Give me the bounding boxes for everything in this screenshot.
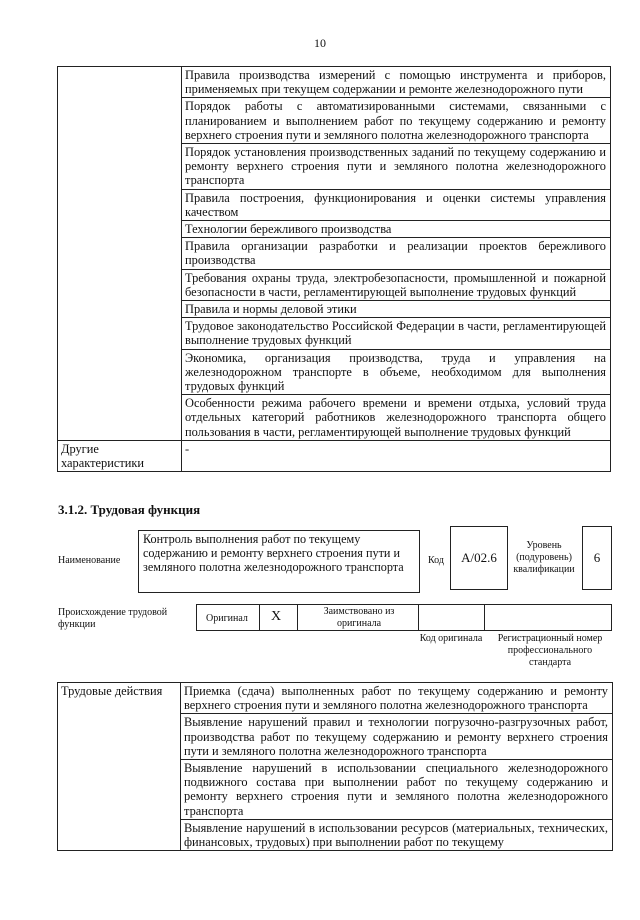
table-cell: Порядок установления производственных заданий по текущему содержанию и ремонту верхнего строения пути и земляного полотна железнодорожного транспорта [182, 144, 611, 190]
origin-divider [297, 605, 298, 630]
table-cell: Требования охраны труда, электробезопасности, промышленной и пожарной безопасности в части, регламентирующей выполнение трудовых функций [182, 269, 611, 300]
table-cell: Выявление нарушений правил и технологии погрузочно-разгрузочных работ, производства работ по текущему содержанию и ремонту верхнего строения пути и земляного полотна железнодорожного транспорта [181, 714, 613, 760]
knowledge-table [57, 66, 611, 472]
origin-row [196, 604, 612, 631]
function-name-box: Контроль выполнения работ по текущему содержанию и ремонту верхнего строения пути и земляного полотна железнодорожного транспорта [138, 530, 420, 593]
origin-label: Происхождение трудовой функции [58, 607, 168, 630]
table-cell: Правила и нормы деловой этики [182, 301, 611, 318]
table-cell: Правила построения, функционирования и оценки системы управления качеством [182, 189, 611, 220]
function-level-box: 6 [582, 526, 612, 590]
table-cell: Выявление нарушений в использовании специального железнодорожного подвижного состава при выполнении работ по текущему содержанию и ремонту верхнего строения пути и земляного полотна железнодорожного транспорта [181, 760, 613, 820]
code-label: Код [428, 555, 444, 566]
table-row [58, 683, 613, 714]
name-label: Наименование [58, 555, 121, 566]
table-cell: Выявление нарушений в использовании ресурсов (материальных, технических, финансовых, трудовых) при выполнении работ по текущему [181, 819, 613, 850]
borrowed-label: Заимствовано из оригинала [323, 606, 395, 629]
table-row [58, 440, 611, 471]
table-row [58, 67, 611, 98]
knowledge-label-cell [58, 67, 182, 441]
section-title: 3.1.2. Трудовая функция [58, 502, 201, 517]
labor-actions-label: Трудовые действия [58, 683, 181, 851]
code-original-label: Код оригинала [419, 633, 483, 644]
table-cell: Трудовое законодательство Российской Федерации в части, регламентирующей выполнение трудовых функций [182, 318, 611, 349]
reg-number-label: Регистрационный номер профессионального стандарта [497, 633, 603, 668]
origin-divider [259, 605, 260, 630]
other-characteristics-value: - [182, 440, 611, 471]
page-number: 10 [314, 36, 326, 50]
table-cell: Технологии бережливого производства [182, 221, 611, 238]
function-code-box: А/02.6 [450, 526, 508, 590]
original-mark: X [271, 609, 282, 624]
other-characteristics-label: Другие характеристики [58, 440, 182, 471]
original-label: Оригинал [206, 613, 248, 624]
table-cell: Правила производства измерений с помощью инструмента и приборов, применяемых при текущем содержании и ремонте железнодорожного пути [182, 67, 611, 98]
table-cell: Особенности режима рабочего времени и времени отдыха, условий труда отдельных категорий работников железнодорожного транспорта общего пользования в части, регламентирующей выполнение трудовых функций [182, 395, 611, 441]
origin-divider [484, 605, 485, 630]
table-cell: Правила организации разработки и реализации проектов бережливого производства [182, 238, 611, 269]
table-cell: Приемка (сдача) выполненных работ по текущему содержанию и ремонту верхнего строения пути и земляного полотна железнодорожного транспорта [181, 683, 613, 714]
origin-divider [418, 605, 419, 630]
labor-actions-table [57, 682, 613, 851]
table-cell: Экономика, организация производства, труда и управления на железнодорожном транспорте в объеме, необходимом для выполнения трудовых функций [182, 349, 611, 395]
table-cell: Порядок работы с автоматизированными системами, связанными с планированием и выполнением работ по текущему содержанию и ремонту верхнего строения пути и земляного полотна железнодорожного транспорта [182, 98, 611, 144]
level-label: Уровень (подуровень) квалификации [513, 540, 575, 575]
